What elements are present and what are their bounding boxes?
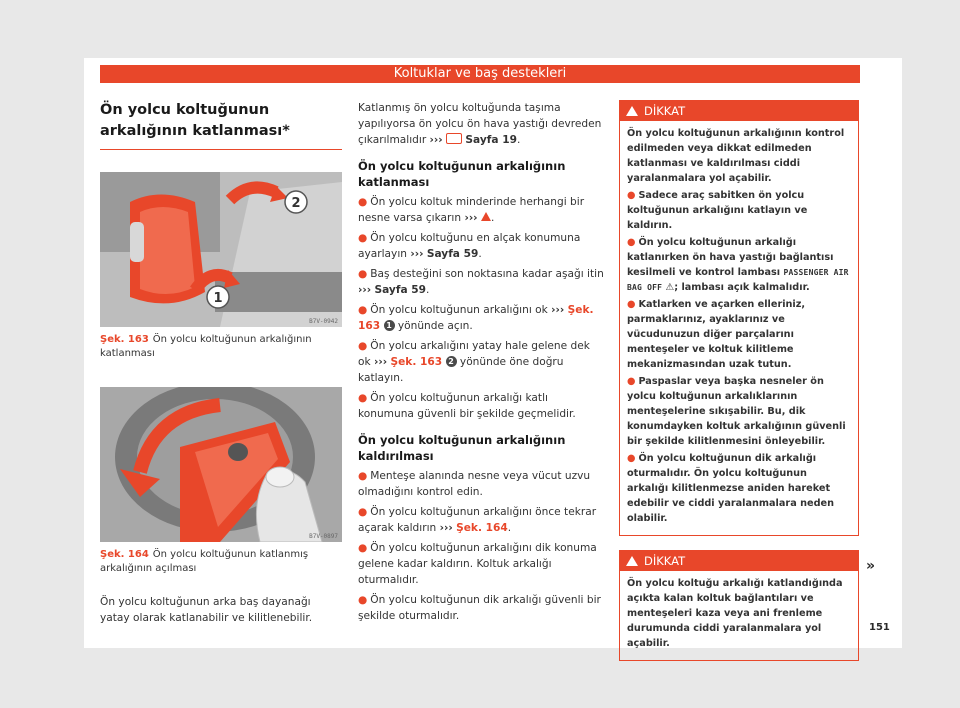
caption-text: Ön yolcu koltuğunun katlanmış arkalığının açılması bbox=[100, 549, 309, 574]
figure-ref-link[interactable]: Şek. 163 bbox=[390, 356, 443, 368]
warning-box bbox=[619, 550, 859, 661]
page-ref-link[interactable]: Sayfa 19 bbox=[465, 134, 517, 146]
figure-caption bbox=[100, 333, 342, 361]
warning-body bbox=[620, 571, 858, 660]
page-number: 151 bbox=[869, 622, 890, 633]
intro-paragraph: Ön yolcu koltuğunun arka baş dayanağı yatay olarak katlanabilir ve kilitlenebilir. bbox=[100, 596, 313, 624]
intro-text: Katlanmış ön yolcu koltuğunda taşıma yapılıyorsa ön yolcu ön hava yastığı devreden çıkarılmalıdır bbox=[358, 102, 602, 146]
airbag-lamp-label: PASSENGER AIR BAG OFF bbox=[627, 268, 849, 292]
list-item: ● Ön yolcu koltuğunun arkalığını önce tekrar açarak kaldırın ››› Şek. 164. bbox=[358, 506, 597, 534]
figure-164 bbox=[100, 387, 342, 542]
list-item: ● Ön yolcu koltuğunun dik arkalığı güvenli bir şekilde oturmalıdır. bbox=[358, 594, 601, 622]
figure-code: B7V-0897 bbox=[309, 533, 338, 540]
list-item: ● Paspaslar veya başka nesneler ön yolcu koltuğunun arkalıklarının menteşelerine sıkışabilir. Bu, dik konumdayken koltuk arkalığının güvenli bir şekilde kilitlenmesini önleyebilir. bbox=[627, 376, 846, 447]
warning-text: Ön yolcu koltuğunun arkalığının kontrol edilmeden veya dikkat edilmeden katlanması ve kaldırılması ciddi yaralanmalara yol açabilir. bbox=[627, 128, 845, 184]
figure-caption bbox=[100, 548, 342, 576]
chapter-header bbox=[100, 65, 860, 83]
list-item: ● Sadece araç sabitken ön yolcu koltuğunun arkalığını katlayın ve kaldırın. bbox=[627, 190, 808, 231]
left-column bbox=[100, 100, 342, 626]
figure-ref-link[interactable]: Şek. 163 bbox=[358, 304, 594, 332]
list-item: ● Ön yolcu koltuğunun arkalığı katlı konumuna güvenli bir şekilde geçmelidir. bbox=[358, 392, 576, 420]
list-item: ● Katlarken ve açarken elleriniz, parmaklarınız, ayaklarınız ve vücudunuzun diğer parçalarını menteşeler ve koltuk kilitleme mekanizmasından uzak tutun. bbox=[627, 299, 806, 370]
middle-column bbox=[358, 100, 604, 628]
page-ref-link[interactable]: Sayfa 59 bbox=[426, 248, 479, 260]
caption-number: Şek. 164 bbox=[100, 549, 149, 560]
caption-number: Şek. 163 bbox=[100, 334, 149, 345]
warning-title: DİKKAT bbox=[644, 554, 686, 568]
number-badge: 2 bbox=[446, 356, 457, 367]
airbag-off-icon: ⚠ bbox=[665, 282, 675, 293]
warning-icon bbox=[626, 106, 638, 116]
list-item: ● Ön yolcu koltuk minderinde herhangi bir nesne varsa çıkarın ››› . bbox=[358, 196, 585, 224]
warning-icon bbox=[481, 212, 491, 221]
page-ref-link[interactable]: Sayfa 59 bbox=[374, 284, 427, 296]
warning-body bbox=[620, 121, 858, 535]
chapter-title: Koltuklar ve baş destekleri bbox=[393, 66, 567, 81]
list-item: ● Ön yolcu koltuğunun arkalığını ok ››› Şek. 163 1 yönünde açın. bbox=[358, 304, 594, 332]
seat-folding-illustration bbox=[100, 172, 342, 327]
list-item: ● Ön yolcu koltuğunun arkalığını dik konuma gelene kadar kaldırın. Koltuk arkalığı oturmalıdır. bbox=[358, 542, 597, 586]
list-item: ● Ön yolcu koltuğunun arkalığı katlanırken ön hava yastığı bağlantısı kesilmeli ve kontrol lambası PASSENGER AIR BAG OFF ⚠; lambası açık kalmalıdır. bbox=[627, 237, 849, 293]
figure-label-1: 1 bbox=[213, 291, 223, 306]
ref-arrows: ››› bbox=[429, 134, 443, 146]
warning-header bbox=[620, 551, 858, 571]
warning-header bbox=[620, 101, 858, 121]
section-title: Ön yolcu koltuğunun arkalığının katlanması* bbox=[100, 100, 342, 150]
intro-paragraph: Katlanmış ön yolcu koltuğunda taşıma yapılıyorsa ön yolcu ön hava yastığı devreden çıkarılmalıdır ››› Sayfa 19. bbox=[358, 102, 602, 146]
figure-163 bbox=[100, 172, 342, 327]
caption-text: Ön yolcu koltuğunun arkalığının katlanması bbox=[100, 334, 312, 359]
backrest-unfolding-illustration bbox=[100, 387, 342, 542]
warning-box bbox=[619, 100, 859, 536]
figure-code: B7V-0942 bbox=[309, 318, 338, 325]
list-item: ● Ön yolcu arkalığını yatay hale gelene dek ok ››› Şek. 163 2 yönünde öne doğru katlayın. bbox=[358, 340, 590, 384]
list-item: ● Menteşe alanında nesne veya vücut uzvu olmadığını kontrol edin. bbox=[358, 470, 591, 498]
subsection-title: Ön yolcu koltuğunun arkalığının kaldırılması bbox=[358, 433, 566, 463]
figure-label-2: 2 bbox=[291, 196, 301, 211]
book-icon bbox=[446, 133, 462, 144]
continue-mark: » bbox=[866, 558, 876, 574]
warning-title: DİKKAT bbox=[644, 104, 686, 118]
number-badge: 1 bbox=[384, 320, 395, 331]
warning-icon bbox=[626, 556, 638, 566]
warning-text: Ön yolcu koltuğu arkalığı katlandığında açıkta kalan koltuk bağlantıları ve menteşeleri kaza veya ani frenleme durumunda ciddi yaralanmalara yol açabilir. bbox=[627, 578, 843, 649]
list-item: ● Ön yolcu koltuğunun dik arkalığı oturmalıdır. Ön yolcu koltuğunun arkalığı kilitlenmezse aniden hareket edebilir ve ciddi yaralanmalara neden olabilir. bbox=[627, 453, 834, 524]
list-item: ● Baş desteğini son noktasına kadar aşağı itin ››› Sayfa 59. bbox=[358, 268, 604, 296]
figure-ref-link[interactable]: Şek. 164 bbox=[456, 522, 508, 534]
right-column bbox=[619, 100, 859, 675]
subsection-title: Ön yolcu koltuğunun arkalığının katlanması bbox=[358, 159, 566, 189]
list-item: ● Ön yolcu koltuğunu en alçak konumuna ayarlayın ››› Sayfa 59. bbox=[358, 232, 581, 260]
